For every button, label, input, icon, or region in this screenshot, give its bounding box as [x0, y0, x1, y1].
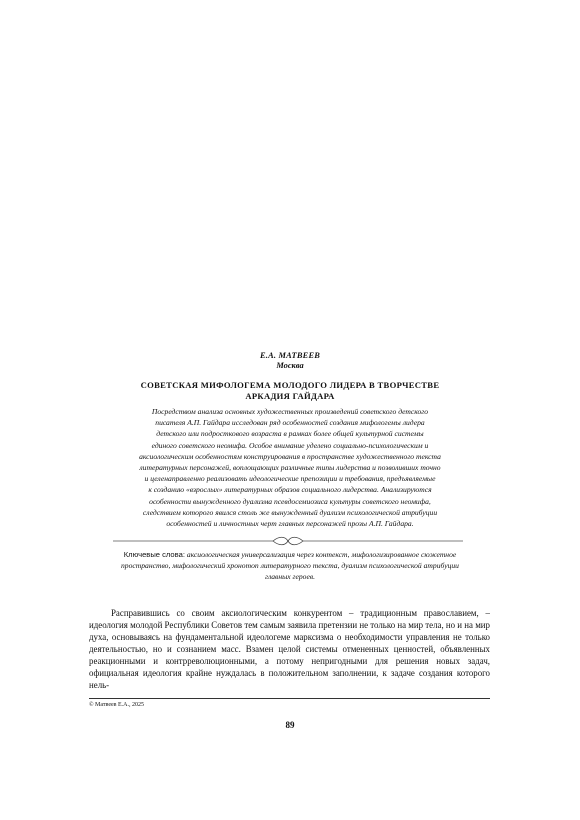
abstract-line: детского или подросткового возраста в рамках более общей культурной системы — [156, 429, 424, 439]
abstract-line: к созданию «взрослых» литературных образов социального лидерства. Анализируются — [148, 485, 432, 495]
keywords-text: аксиологическая универсализация через контекст, мифологизированное сюжетное пространство, мифологический хронотоп литературного текста, дуализм психологической атрибуции главных героев. — [121, 550, 459, 582]
body-paragraph: Расправившись со своим аксиологическим конкурентом – традиционным православием, – идеология молодой Республики Советов тем самым заявила претензии не только на мир тела, но и на мир духа, основываясь на фундаментальной идеологеме марксизма о необходимости управления не только деятельностью, но и сознанием масс. Взамен целой системы отмененных ценностей, объявленных реакционными и контрреволюционными, а потому непригодными для решения новых задач, официальная идеология крайне нуждалась в положительном заполнении, к задаче создания которого нель- — [89, 608, 490, 690]
article-header — [0, 351, 580, 402]
abstract-line: литературных персонажей, воплощающих различные типы лидерства и позволивших точно — [139, 463, 441, 473]
abstract-line: Посредством анализа основных художественных произведений советского детского — [151, 407, 429, 416]
abstract-line: особенностей и личностных черт главных персонажей прозы А.П. Гайдара. — [166, 519, 414, 529]
abstract-line: следствием которого явился столь же вынужденный дуализм психологической атрибуции — [142, 507, 438, 517]
abstract-line: аксиологическим особенностям конструирования в пространстве художественного текста — [139, 451, 441, 461]
page-number: 89 — [285, 720, 295, 730]
copyright-note: © Матвеев Е.А., 2025 — [89, 702, 144, 708]
footnote-divider — [89, 698, 490, 699]
abstract-line: единого советского неомифа. Особое внимание уделено социально-психологическим и — [151, 440, 429, 450]
abstract — [110, 406, 470, 529]
abstract-line: писателя А.П. Гайдара исследован ряд особенностей создания мифологемы лидера — [155, 418, 425, 428]
article-title — [0, 380, 580, 402]
article-title-line-2: АРКАДИЯ ГАЙДАРА — [245, 391, 335, 401]
author-name: Е.А. МАТВЕЕВ — [259, 351, 321, 360]
abstract-line: и целенаправленно реализовать идеологические препозиции и требования, предъявляемые — [144, 474, 436, 484]
abstract-line: особенности вынужденного дуализма псевдосемиозиса культуры советского неомифа, — [149, 496, 431, 506]
article-title-line-1: СОВЕТСКАЯ МИФОЛОГЕМА МОЛОДОГО ЛИДЕРА В ТВОРЧЕСТВЕ — [140, 380, 440, 390]
keywords-label: Ключевые слова: — [123, 550, 185, 559]
author-city: Москва — [276, 361, 304, 370]
keywords-block — [110, 549, 470, 583]
ornamental-divider — [113, 536, 463, 546]
